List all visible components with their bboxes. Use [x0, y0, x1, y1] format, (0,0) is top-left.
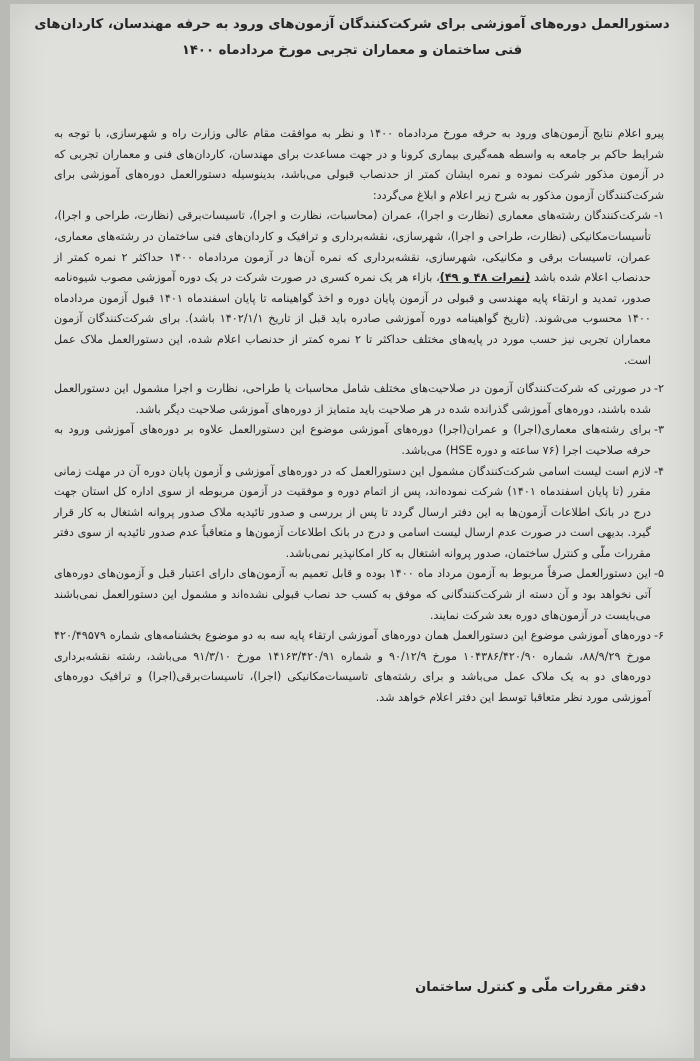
clause-1 [54, 206, 664, 371]
document-body [54, 124, 664, 709]
clause-number: ۱- [653, 209, 664, 223]
signature-office: دفتر مقررات ملّی و کنترل ساختمان [415, 980, 646, 995]
intro-paragraph: پیرو اعلام نتایج آزمون‌های ورود به حرفه مورخ مردادماه ۱۴۰۰ و نظر به موافقت مقام عالی وزارت راه و شهرسازی، با توجه به شرایط حاکم بر جامعه به واسطه همه‌گیری بیماری کرونا و در جهت مساعدت برای مهندسان، کاردان‌های فنی و معماران تجربی که در آزمون مذکور شرکت نموده و نمره ایشان کمتر از حدنصاب قبولی می‌باشد، بدینوسیله دستورالعمل دوره‌های آموزشی برای شرکت‌کنندگان آزمون مذکور به شرح زیر اعلام و ابلاغ می‌گردد: [54, 127, 664, 202]
clause-number: ۵- [653, 567, 664, 581]
clause-text-part: ، بازاء هر یک نمره کسری در صورت شرکت در یک دوره آموزشی مصوب شیوه‌نامه صدور، تمدید و ارتقاء پایه مهندسی و قبولی در آزمون پایان دوره و اخذ گواهینامه تا پایان اسفندماه ۱۴۰۱ قبول آزمون مردادماه ۱۴۰۰ محسوب می‌شوند. (تاریخ گواهینامه دوره آموزشی صادره باید قبل از تاریخ ۱۴۰۲/۱/۱ باشد). برای شرکت‌کنندگان آزمون معماران تجربی نیز حسب مورد در پایه‌های مختلف حداکثر تا ۲ نمره کمتر از حدنصاب اعلام شده، این دستورالعمل ملاک عمل است. [54, 271, 651, 367]
clause-number: ۲- [653, 382, 664, 396]
clause-number: ۳- [653, 423, 664, 437]
clause-2 [54, 379, 664, 420]
underlined-scores: (نمرات ۴۸ و ۴۹) [439, 271, 531, 285]
clause-text-part: شرکت‌کنندگان رشته‌های معماری (نظارت و اجرا)، عمران (محاسبات، نظارت و اجرا)، تاسیسات‌برقی (نظارت، طراحی و اجرا)، تأسیسات‌مکانیکی (نظارت، طراحی و اجرا)، شهرسازی، نقشه‌برداری و ترافیک و کاردان‌های فنی ساختمان در رشته‌های معماری، عمران، تاسیسات برقی و مکانیکی، شهرسازی، نقشه‌برداری که نمره آن‌ها در آزمون مردادماه ۱۴۰۰ حداکثر ۲ نمره کمتر از حدنصاب اعلام شده باشد [54, 209, 651, 285]
clause-3 [54, 420, 664, 461]
clause-text: لازم است لیست اسامی شرکت‌کنندگان مشمول این دستورالعمل که در دوره‌های آموزشی و آزمون پایان دوره آن در مهلت زمانی مقرر (تا پایان اسفندماه ۱۴۰۱) شرکت نموده‌اند، پس از اتمام دوره و موفقیت در آزمون مربوطه از سوی اداره کل استان جهت درج در بانک اطلاعات آزمون‌ها به این دفتر ارسال گردد تا پس از بررسی و صدور تائیدیه ملاک صدور پروانه اشتغال به کار قرار گیرد. بدیهی است در صورت عدم ارسال لیست اسامی و درج در بانک اطلاعات آزمون‌ها و متعاقباً عدم صدور تائیدیه از سوی دفتر مقررات ملّی و کنترل ساختمان، صدور پروانه اشتغال به کار امکانپذیر نمی‌باشد. [54, 464, 651, 560]
clause-text: دوره‌های آموزشی موضوع این دستورالعمل همان دوره‌های آموزشی ارتقاء پایه سه به دو موضوع بخشنامه‌های شماره ۴۲۰/۴۹۵۷۹ مورخ ۸۸/۹/۲۹، شماره ۱۰۴۳۸۶/۴۲۰/۹۰ مورخ ۹۰/۱۲/۹ و شماره ۱۴۱۶۳/۴۲۰/۹۱ مورخ ۹۱/۳/۱۰ می‌باشد، رشته نقشه‌برداری دوره‌های دو به یک ملاک عمل می‌باشد و برای رشته‌های تاسیسات‌مکانیکی (اجرا)، تاسیسات‌برقی(اجرا) و ترافیک دوره‌های آموزشی مورد نظر متعاقبا توسط این دفتر اعلام خواهد شد. [54, 629, 651, 705]
document-title: دستورالعمل دوره‌های آموزشی برای شرکت‌کنندگان آزمون‌های ورود به حرفه مهندسان، کاردان‌های فنی ساختمان و معماران تجربی مورخ مردادماه ۱۴۰۰ [34, 17, 670, 58]
clause-text [54, 206, 651, 371]
clause-6 [54, 626, 664, 708]
clause-number: ۴- [653, 464, 664, 478]
clause-4 [54, 462, 664, 565]
clause-text: برای رشته‌های معماری(اجرا) و عمران(اجرا) دوره‌های آموزشی موضوع این دستورالعمل علاوه بر دوره‌های آموزشی ورود به حرفه صلاحیت اجرا (۷۶ ساعته و دوره HSE) می‌باشد. [54, 423, 651, 457]
document-page [10, 4, 694, 1058]
clause-number: ۶- [653, 629, 664, 643]
clause-text: این دستورالعمل صرفاً مربوط به آزمون مرداد ماه ۱۴۰۰ بوده و قابل تعمیم به آزمون‌های دارای اعتبار قبل و آزمون‌های دوره‌های آتی نخواهد بود و آن دسته از شرکت‌کنندگانی که موفق به کسب حد نصاب قبولی نشده‌اند و مشمول این دستورالعمل نمی‌باشند می‌بایست در آزمون‌های دوره بعد شرکت نمایند. [54, 567, 651, 622]
clause-5 [54, 564, 664, 626]
clause-text: در صورتی که شرکت‌کنندگان آزمون در صلاحیت‌های مختلف شامل محاسبات یا طراحی، نظارت و اجرا مشمول این دستورالعمل شده باشند، دوره‌های آموزشی گذرانده شده در هر صلاحیت باید متمایز از دوره‌های آموزشی صلاحیت دیگر باشد. [54, 382, 651, 416]
